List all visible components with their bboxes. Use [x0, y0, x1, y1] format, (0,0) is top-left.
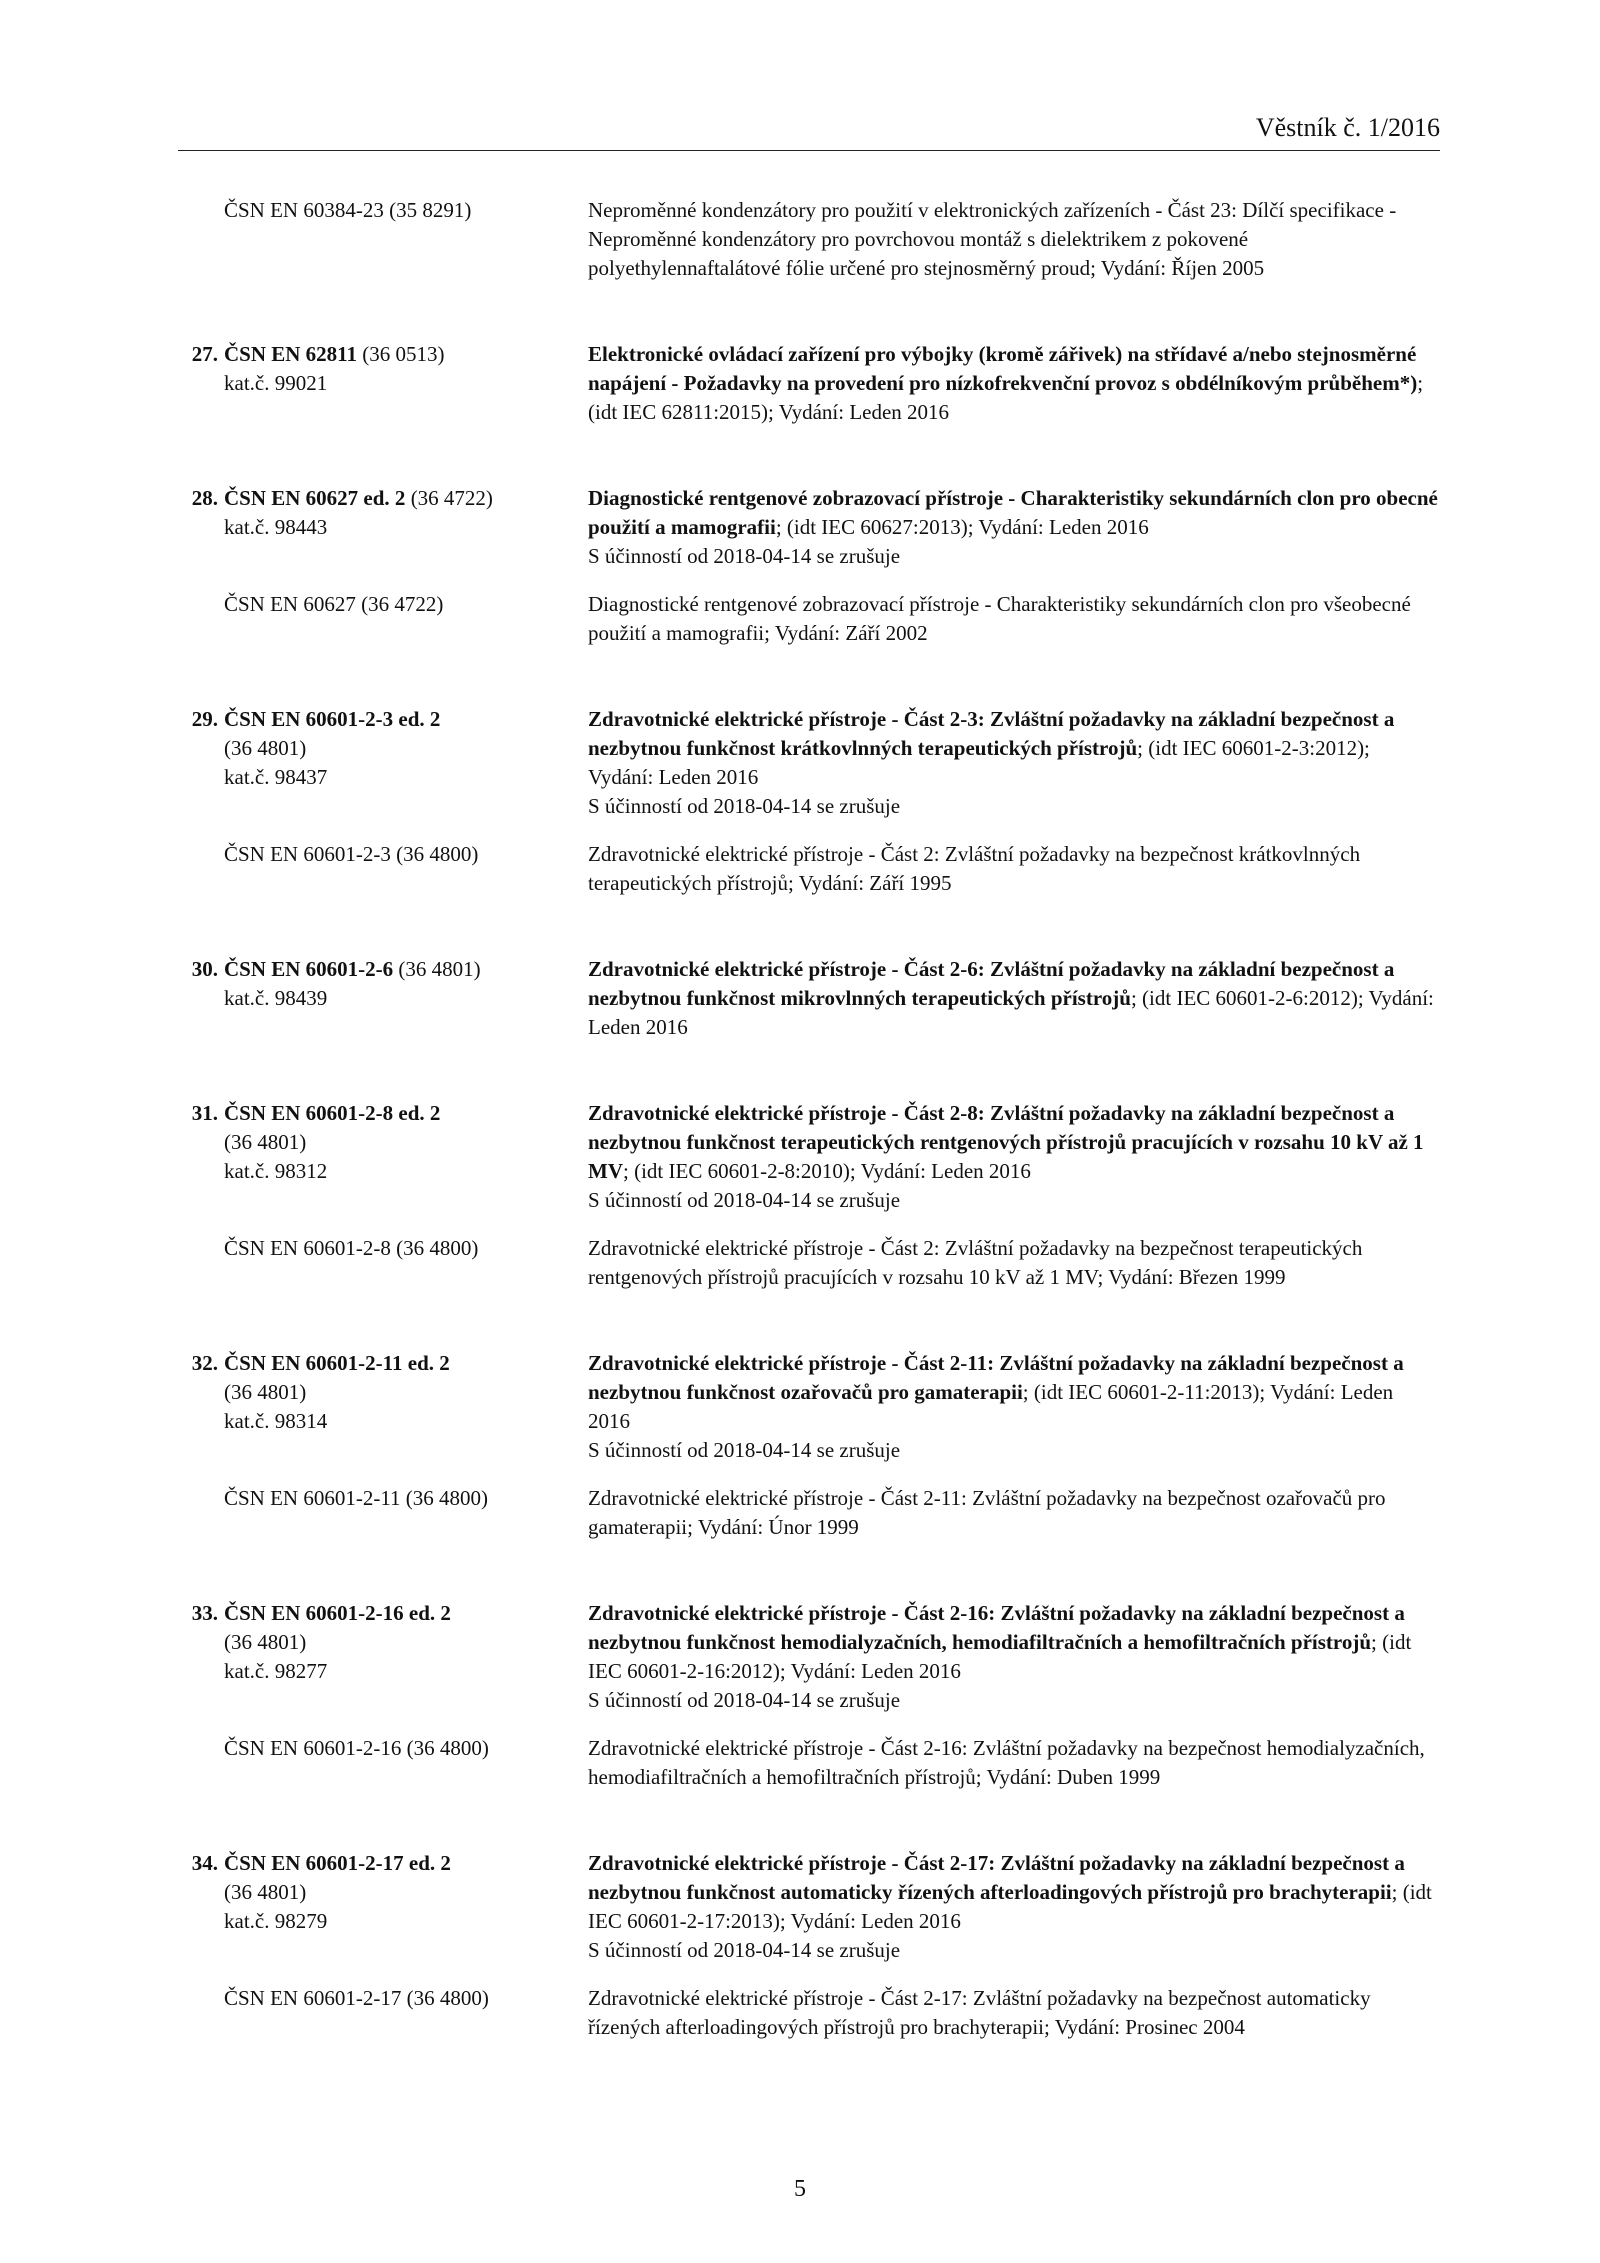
standard-title: Elektronické ovládací zařízení pro výbojky (kromě zářivek) na střídavé a/nebo stejnosměrné napájení - Požadavky na provedení pro nízkofrekvenční provoz s obdélníkovým průběhem*): [588, 342, 1418, 395]
standard-description: [588, 1349, 1438, 1465]
standard-code: ČSN EN 60601-2-17 (36 4800): [224, 1986, 489, 2010]
standard-description: [588, 1234, 1438, 1292]
description-text: Zdravotnické elektrické přístroje - Část 2-11: Zvláštní požadavky na bezpečnost ozařovačů pro gamaterapii; Vydání: Únor 1999: [588, 1486, 1386, 1539]
class-number: (36 4801): [393, 957, 481, 981]
class-number: (36 4801): [224, 736, 307, 760]
description-text: ; (idt IEC 60601-2-3:2012); Vydání: Leden 2016: [588, 736, 1370, 789]
standard-id: [178, 590, 588, 648]
standard-description: [588, 1734, 1438, 1792]
standard-id: [178, 705, 588, 821]
page-number: 5: [794, 2176, 806, 2202]
catalog-number: kat.č. 98312: [224, 1159, 328, 1183]
standard-description: [588, 1984, 1438, 2042]
description-text: Zdravotnické elektrické přístroje - Část 2: Zvláštní požadavky na bezpečnost krátkovlnných terapeutických přístrojů; Vydání: Září 1995: [588, 842, 1361, 895]
standard-code: ČSN EN 60601-2-6: [224, 957, 394, 981]
list-item: [178, 1599, 1440, 1715]
standard-id: [178, 1599, 588, 1715]
description-text: ; (idt IEC 60601-2-8:2010); Vydání: Leden 2016: [623, 1159, 1031, 1183]
standard-title: Zdravotnické elektrické přístroje - Část 2-6: Zvláštní požadavky na základní bezpečnost a nezbytnou funkčnost mikrovlnných terapeutických přístrojů: [588, 957, 1395, 1010]
description-text: ; (idt IEC 60601-2-16:2012); Vydání: Leden 2016: [588, 1630, 1412, 1683]
withdrawal-note: S účinností od 2018-04-14 se zrušuje: [588, 1188, 901, 1212]
list-item: [178, 1349, 1440, 1465]
standard-code: ČSN EN 60601-2-17 ed. 2: [224, 1851, 451, 1875]
header-title: Věstník č. 1/2016: [1255, 113, 1440, 142]
standard-description: [588, 1599, 1438, 1715]
standard-id: [178, 1234, 588, 1292]
standard-code: ČSN EN 60601-2-3 ed. 2: [224, 707, 441, 731]
item-number: 30.: [191, 957, 218, 981]
catalog-number: kat.č. 98437: [224, 765, 328, 789]
list-item: [178, 590, 1440, 648]
standard-id: [178, 955, 588, 1042]
standard-code: ČSN EN 60601-2-11 ed. 2: [224, 1351, 450, 1375]
standard-id: [178, 340, 588, 427]
standard-description: [588, 705, 1438, 821]
item-number: 28.: [191, 486, 218, 510]
list-item: [178, 1849, 1440, 1965]
standard-code: ČSN EN 60601-2-3 (36 4800): [224, 842, 479, 866]
standard-title: Zdravotnické elektrické přístroje - Část 2-16: Zvláštní požadavky na základní bezpečnost a nezbytnou funkčnost hemodialyzačních, hemodiafiltračních a hemofiltračních přístrojů: [588, 1601, 1405, 1654]
standard-title: Zdravotnické elektrické přístroje - Část 2-8: Zvláštní požadavky na základní bezpečnost a nezbytnou funkčnost terapeutických rentgenových přístrojů pracujících v rozsahu 10 kV až 1 MV: [588, 1101, 1424, 1183]
list-item: [178, 840, 1440, 898]
standard-description: [588, 484, 1438, 571]
list-item: [178, 705, 1440, 821]
description-text: ; (idt IEC 62811:2015); Vydání: Leden 2016: [588, 371, 1424, 424]
standard-description: [588, 840, 1438, 898]
description-text: ; (idt IEC 60601-2-6:2012); Vydání: Leden 2016: [588, 986, 1434, 1039]
description-text: Diagnostické rentgenové zobrazovací přístroje - Charakteristiky sekundárních clon pro všeobecné použití a mamografii; Vydání: Září 2002: [588, 592, 1411, 645]
item-number: 34.: [191, 1851, 218, 1875]
catalog-number: kat.č. 99021: [224, 371, 328, 395]
standard-id: [178, 1984, 588, 2042]
standard-code: ČSN EN 60601-2-16 ed. 2: [224, 1601, 451, 1625]
description-text: Zdravotnické elektrické přístroje - Část 2: Zvláštní požadavky na bezpečnost terapeutických rentgenových přístrojů pracujících v rozsahu 10 kV až 1 MV; Vydání: Březen 1999: [588, 1236, 1363, 1289]
standards-list: [178, 196, 1440, 2042]
list-item: [178, 955, 1440, 1042]
item-number: 32.: [191, 1351, 218, 1375]
list-item: [178, 1484, 1440, 1542]
withdrawal-note: S účinností od 2018-04-14 se zrušuje: [588, 1938, 901, 1962]
standard-title: Zdravotnické elektrické přístroje - Část 2-3: Zvláštní požadavky na základní bezpečnost a nezbytnou funkčnost krátkovlnných terapeutických přístrojů: [588, 707, 1395, 760]
list-item: [178, 484, 1440, 571]
list-item: [178, 1734, 1440, 1792]
description-text: ; (idt IEC 60601-2-11:2013); Vydání: Leden 2016: [588, 1380, 1394, 1433]
standard-code: ČSN EN 60601-2-16 (36 4800): [224, 1736, 489, 1760]
standard-id: [178, 1484, 588, 1542]
class-number: (36 4801): [224, 1880, 307, 1904]
standard-description: [588, 955, 1438, 1042]
standard-description: [588, 340, 1438, 427]
description-text: Zdravotnické elektrické přístroje - Část 2-16: Zvláštní požadavky na bezpečnost hemodialyzačních, hemodiafiltračních a hemofiltračních přístrojů; Vydání: Duben 1999: [588, 1736, 1425, 1789]
item-number: 31.: [191, 1101, 218, 1125]
standard-title: Zdravotnické elektrické přístroje - Část 2-11: Zvláštní požadavky na základní bezpečnost a nezbytnou funkčnost ozařovačů pro gamaterapii: [588, 1351, 1404, 1404]
standard-id: [178, 1349, 588, 1465]
list-item: [178, 1984, 1440, 2042]
standard-id: [178, 1099, 588, 1215]
class-number: (36 4801): [224, 1630, 307, 1654]
description-text: Neproměnné kondenzátory pro použití v elektronických zařízeních - Část 23: Dílčí specifikace - Neproměnné kondenzátory pro povrchovou montáž s dielektrikem z pokovené polyethylennaftalátové fólie určené pro stejnosměrný proud; Vydání: Říjen 2005: [588, 198, 1397, 280]
standard-id: [178, 840, 588, 898]
item-number: 33.: [191, 1601, 218, 1625]
standard-id: [178, 1849, 588, 1965]
standard-description: [588, 1099, 1438, 1215]
standard-description: [588, 1849, 1438, 1965]
catalog-number: kat.č. 98314: [224, 1409, 328, 1433]
class-number: (36 4801): [224, 1130, 307, 1154]
standard-code: ČSN EN 60601-2-8 (36 4800): [224, 1236, 479, 1260]
standard-code: ČSN EN 60627 (36 4722): [224, 592, 444, 616]
standard-code: ČSN EN 60601-2-11 (36 4800): [224, 1486, 489, 1510]
standard-title: Diagnostické rentgenové zobrazovací přístroje - Charakteristiky sekundárních clon pro obecné použití a mamografii: [588, 486, 1438, 539]
description-text: Zdravotnické elektrické přístroje - Část 2-17: Zvláštní požadavky na bezpečnost automaticky řízených afterloadingových přístrojů pro brachyterapii; Vydání: Prosinec 2004: [588, 1986, 1371, 2039]
standard-code: ČSN EN 62811: [224, 342, 358, 366]
standard-description: [588, 590, 1438, 648]
standard-code: ČSN EN 60384-23 (35 8291): [224, 198, 472, 222]
standard-id: [178, 1734, 588, 1792]
catalog-number: kat.č. 98443: [224, 515, 328, 539]
class-number: (36 0513): [357, 342, 445, 366]
withdrawal-note: S účinností od 2018-04-14 se zrušuje: [588, 544, 901, 568]
standard-id: [178, 196, 588, 283]
withdrawal-note: S účinností od 2018-04-14 se zrušuje: [588, 1688, 901, 1712]
page-header: [178, 110, 1440, 151]
class-number: (36 4801): [224, 1380, 307, 1404]
standard-title: Zdravotnické elektrické přístroje - Část 2-17: Zvláštní požadavky na základní bezpečnost a nezbytnou funkčnost automaticky řízených afterloadingových přístrojů pro brachyterapii: [588, 1851, 1405, 1904]
catalog-number: kat.č. 98439: [224, 986, 328, 1010]
description-text: ; (idt IEC 60601-2-17:2013); Vydání: Leden 2016: [588, 1880, 1432, 1933]
standard-description: [588, 1484, 1438, 1542]
item-number: 27.: [191, 342, 218, 366]
list-item: [178, 1234, 1440, 1292]
description-text: ; (idt IEC 60627:2013); Vydání: Leden 2016: [775, 515, 1149, 539]
catalog-number: kat.č. 98277: [224, 1659, 328, 1683]
catalog-number: kat.č. 98279: [224, 1909, 328, 1933]
standard-code: ČSN EN 60601-2-8 ed. 2: [224, 1101, 441, 1125]
list-item: [178, 196, 1440, 283]
withdrawal-note: S účinností od 2018-04-14 se zrušuje: [588, 794, 901, 818]
standard-description: [588, 196, 1438, 283]
item-number: 29.: [191, 707, 218, 731]
standard-code: ČSN EN 60627 ed. 2: [224, 486, 406, 510]
class-number: (36 4722): [405, 486, 493, 510]
withdrawal-note: S účinností od 2018-04-14 se zrušuje: [588, 1438, 901, 1462]
standard-id: [178, 484, 588, 571]
list-item: [178, 1099, 1440, 1215]
list-item: [178, 340, 1440, 427]
